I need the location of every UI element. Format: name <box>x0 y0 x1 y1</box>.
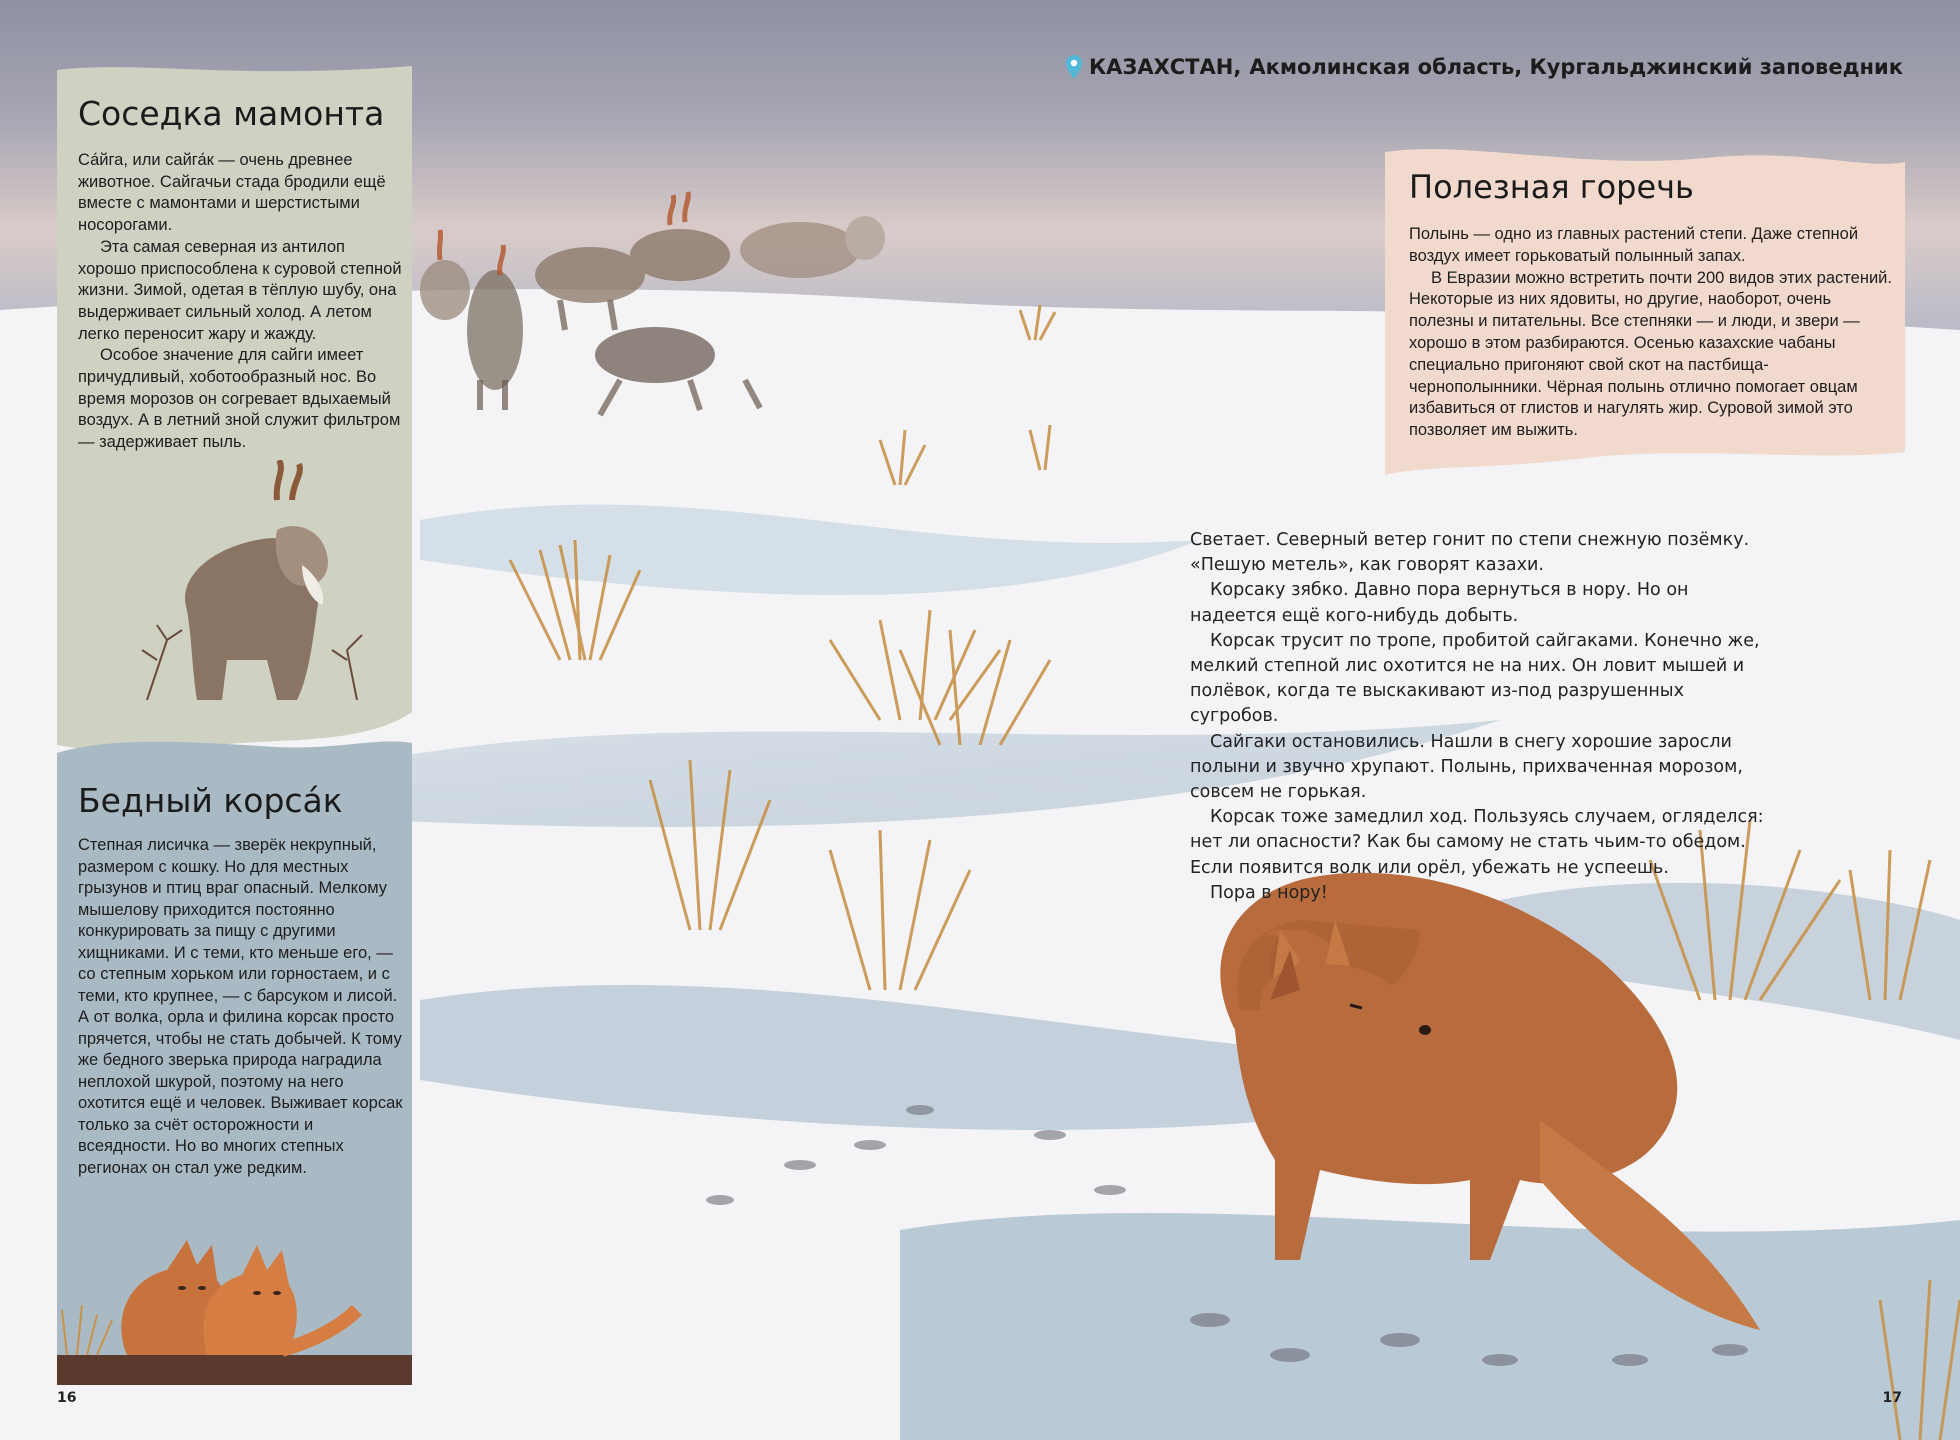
paragraph: Степная лисичка — зверёк некрупный, размером с кошку. Но для местных грызунов и птиц враг опасный. Мелкому мышелову приходится постоянно конкурировать за пищу с другими хищниками. И с теми, кто меньше его, — со степным хорьком или горностаем, и с теми, кто крупнее, — с барсуком и лисой. А от волка, орла и филина корсак просто прячется, чтобы не стать добычей. К тому же бедного зверька природа наградила неплохой шкурой, поэтому на него охотится ещё и человек. Выживает корсак только за счёт осторожности и всеядности. Но во многих степных регионах он стал уже редким. <box>78 836 403 1177</box>
wormwood-panel-text <box>1409 224 1895 442</box>
mammoth-panel-title: Соседка мамонта <box>78 94 385 133</box>
story-paragraph: Сайгаки остановились. Нашли в снегу хорошие заросли полыни и звучно хрупают. Полынь, прихваченная морозом, совсем не горькая. <box>1190 731 1743 803</box>
korsak-pair-illustration <box>57 1190 412 1385</box>
wormwood-panel-title: Полезная горечь <box>1409 168 1694 206</box>
page-number-right: 17 <box>1882 1390 1902 1406</box>
korsak-panel-text <box>78 835 403 1179</box>
story-paragraph: Светает. Северный ветер гонит по степи снежную позёмку. «Пешую метель», как говорят казахи. <box>1190 530 1750 576</box>
location-region: Акмолинская область, Кургальджинский заповедник <box>1249 55 1903 79</box>
mammoth-neighbor-panel <box>57 60 412 760</box>
location-country: КАЗАХСТАН, <box>1088 55 1242 79</box>
paragraph: Эта самая северная из антилоп хорошо приспособлена к суровой степной жизни. Зимой, одетая в тёплую шубу, она выдерживает сильный холод. А летом легко переносит жару и жажду. <box>78 237 402 343</box>
story-paragraph: Корсак трусит по тропе, пробитой сайгаками. Конечно же, мелкий степной лис охотится не на них. Он ловит мышей и полёвок, когда те выскакивают из-под разрушенных сугробов. <box>1190 630 1760 727</box>
main-story-text <box>1190 528 1770 906</box>
saiga-illustration <box>127 460 397 730</box>
location-pin-icon <box>1065 54 1083 80</box>
korsak-panel-title: Бедный корса́к <box>78 781 343 820</box>
story-paragraph: Пора в нору! <box>1210 882 1328 903</box>
story-paragraph: Корсаку зябко. Давно пора вернуться в нору. Но он надеется ещё кого-нибудь добыть. <box>1190 580 1689 626</box>
poor-korsak-panel <box>57 735 412 1385</box>
paragraph: Са́йга, или сайга́к — очень древнее животное. Сайгачьи стада бродили ещё вместе с мамонтами и шерстистыми носорогами. <box>78 151 386 235</box>
page-number-left: 16 <box>57 1390 77 1406</box>
mammoth-panel-text <box>78 150 403 454</box>
paragraph: Полынь — одно из главных растений степи. Даже степной воздух имеет горьковатый полынный запах. <box>1409 225 1859 265</box>
story-paragraph: Корсак тоже замедлил ход. Пользуясь случаем, огляделся: нет ли опасности? Как бы самому не стать чьим-то обедом. Если появится волк или орёл, убежать не успеешь. <box>1190 807 1764 878</box>
paragraph: Особое значение для сайги имеет причудливый, хоботообразный нос. Во время морозов он согревает вдыхаемый воздух. А в летний зной служит фильтром — задерживает пыль. <box>78 346 401 452</box>
location-heading <box>1065 54 1903 80</box>
paragraph: В Евразии можно встретить почти 200 видов этих растений. Некоторые из них ядовиты, но другие, наоборот, очень полезны и питательны. Все степняки — и люди, и звери — хорошо в этом разбираются. Осенью казахские чабаны специально пригоняют свой скот на пастбища-чернополынники. Чёрная полынь отлично помогает овцам избавиться от глистов и нагулять жир. Суровой зимой это позволяет им выжить. <box>1409 268 1892 440</box>
useful-bitterness-panel <box>1385 140 1905 480</box>
